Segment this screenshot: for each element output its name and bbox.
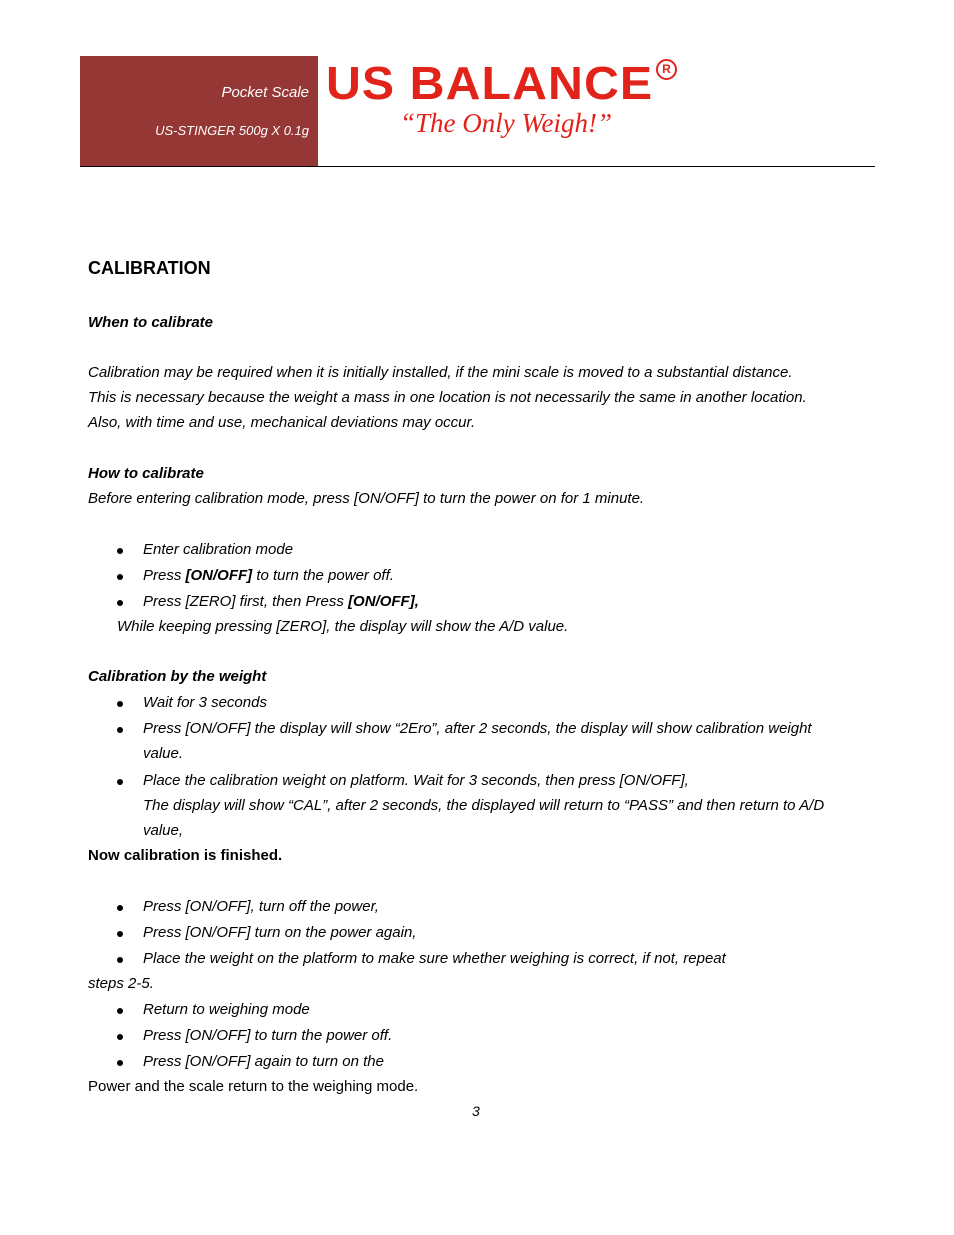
how-bullet-3: Press [ZERO] first, then Press [ON/OFF], [143, 593, 419, 610]
by-weight-bullet-2-line-2: value. [143, 745, 184, 762]
by-weight-heading: Calibration by the weight [88, 668, 267, 685]
bullet-icon [117, 701, 123, 707]
how-note: While keeping pressing [ZERO], the display will show the A/D value. [117, 618, 569, 635]
brand-name: US BALANCE [326, 57, 654, 109]
after-bullet-1: Press [ON/OFF], turn off the power, [143, 898, 379, 915]
header-product-box [80, 56, 318, 166]
bullet-icon [117, 905, 123, 911]
us-balance-logo [326, 56, 678, 148]
bullet-icon [117, 574, 123, 580]
after-steps: steps 2-5. [88, 975, 154, 992]
after-bullet-2: Press [ON/OFF] turn on the power again, [143, 924, 417, 941]
after-bullet-5: Press [ON/OFF] to turn the power off. [143, 1027, 393, 1044]
after-bullet-3: Place the weight on the platform to make sure whether weighing is correct, if not, repeat [143, 950, 726, 967]
bullet-icon [117, 1008, 123, 1014]
how-heading: How to calibrate [88, 465, 204, 482]
brand-tagline: “The Only Weigh!” [400, 108, 613, 138]
by-weight-bullet-1: Wait for 3 seconds [143, 694, 267, 711]
by-weight-bullet-2-line-1: Press [ON/OFF] the display will show “2Ero”, after 2 seconds, the display will show calibration weight [143, 720, 812, 737]
how-bullet-1: Enter calibration mode [143, 541, 294, 558]
registered-mark-icon: R [656, 59, 677, 80]
header-divider [80, 166, 875, 167]
after-bullet-4: Return to weighing mode [143, 1001, 310, 1018]
bullet-icon [117, 1034, 123, 1040]
bullet-icon [117, 779, 123, 785]
bullet-icon [117, 931, 123, 937]
bullet-icon [117, 600, 123, 606]
by-weight-bullet-3-line-1: Place the calibration weight on platform. Wait for 3 seconds, then press [ON/OFF], [143, 772, 689, 789]
after-bullet-6: Press [ON/OFF] again to turn on the [143, 1053, 384, 1070]
how-bullet-2: Press [ON/OFF] to turn the power off. [143, 567, 394, 584]
bullet-icon [117, 727, 123, 733]
section-title: CALIBRATION [88, 258, 211, 278]
when-line-2: This is necessary because the weight a mass in one location is not necessarily the same in another location. [88, 389, 807, 406]
calibration-finished: Now calibration is finished. [88, 847, 283, 864]
when-line-3: Also, with time and use, mechanical deviations may occur. [88, 414, 476, 431]
closing-line: Power and the scale return to the weighing mode. [88, 1078, 419, 1095]
model-name: US-STINGER 500g X 0.1g [155, 123, 309, 138]
when-heading: When to calibrate [88, 314, 214, 331]
bullet-icon [117, 548, 123, 554]
bullet-icon [117, 1060, 123, 1066]
bullet-icon [117, 957, 123, 963]
page-number: 3 [472, 1103, 480, 1119]
by-weight-bullet-3-line-3: value, [143, 822, 184, 839]
product-line: Pocket Scale [221, 84, 309, 101]
when-line-1: Calibration may be required when it is initially installed, if the mini scale is moved to a substantial distance. [88, 364, 793, 381]
by-weight-bullet-3-line-2: The display will show “CAL”, after 2 seconds, the displayed will return to “PASS” and then return to A/D [143, 797, 825, 814]
how-intro: Before entering calibration mode, press [ON/OFF] to turn the power on for 1 minute. [88, 490, 645, 507]
